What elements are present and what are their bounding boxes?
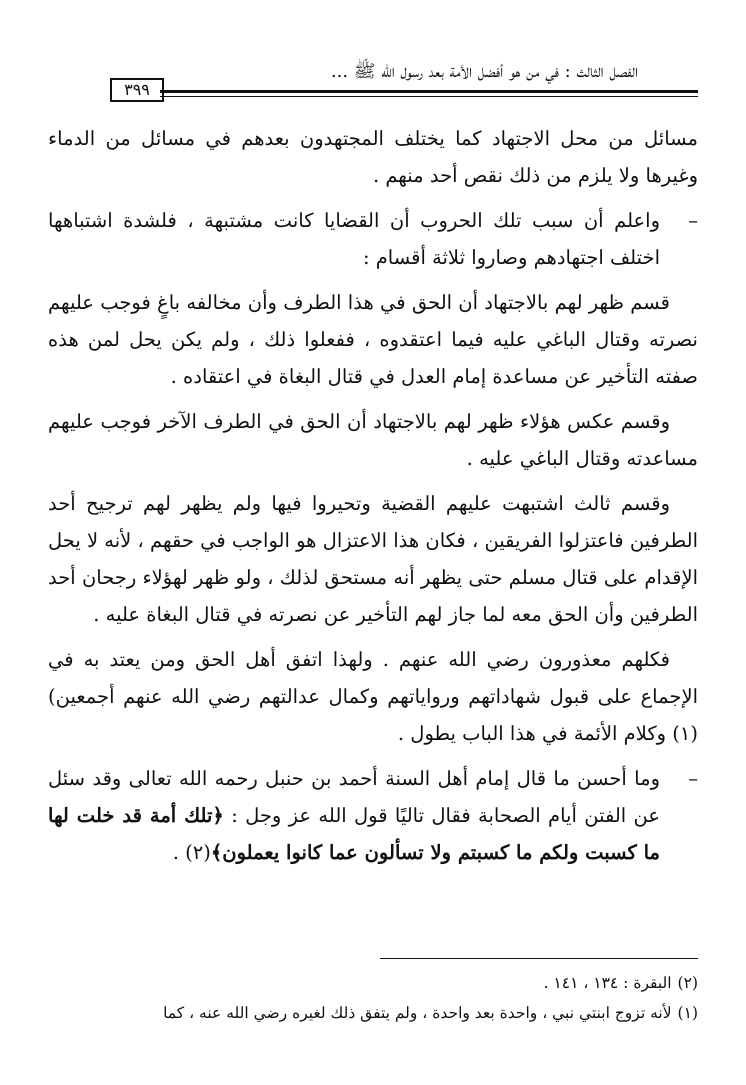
running-head: الفصل الثالث : في من هو أفضل الأمة بعد رسول الله ﷺ ...	[330, 61, 638, 82]
header-rule-thin	[160, 96, 698, 97]
paragraph-2	[48, 202, 698, 276]
dash-marker: –	[688, 767, 698, 790]
page-number: ٣٩٩	[110, 78, 164, 102]
footnote-2	[40, 968, 698, 998]
paragraph-3: قسم ظهر لهم بالاجتهاد أن الحق في هذا الطرف وأن مخالفه باغٍ فوجب عليهم نصرته وقتال الباغي عليه فيما اعتقدوه ، ففعلوا ذلك ، ولم يكن يحل لمن هذه صفته التأخير عن مساعدة إمام العدل في قتال البغاة في اعتقاده .	[48, 291, 698, 388]
footnote-number: (٢)	[677, 974, 698, 992]
quran-quote: ﴿تلك أمة قد خلت لها ما كسبت ولكم ما كسبتم ولا تسألون عما كانوا يعملون﴾	[48, 804, 660, 864]
footnote-text: لأنه تزوج ابنتي نبي ، واحدة بعد واحدة ، ولم يتفق ذلك لغيره رضي الله عنه ، كما	[163, 1004, 672, 1022]
paragraph-4: وقسم عكس هؤلاء ظهر لهم بالاجتهاد أن الحق في الطرف الآخر فوجب عليهم مساعدته وقتال الباغي عليه .	[48, 410, 698, 470]
paragraph-1: مسائل من محل الاجتهاد كما يختلف المجتهدون بعدهم في مسائل من الدماء وغيرها ولا يلزم من ذلك نقص أحد منهم .	[48, 127, 698, 187]
header-rule-thick	[160, 90, 698, 93]
footnotes	[40, 968, 698, 1028]
paragraph-5: وقسم ثالث اشتبهت عليهم القضية وتحيروا فيها ولم يظهر لهم ترجيح أحد الطرفين فاعتزلوا الفريقين ، فكان هذا الاعتزال هو الواجب في حقهم ، لأنه لا يحل الإقدام على قتال مسلم حتى يظهر أنه مستحق لذلك ، ولو ظهر لهؤلاء رجحان أحد الطرفين وأن الحق معه لما جاز لهم التأخير عن نصرته في قتال البغاة عليه .	[48, 492, 698, 626]
dash-marker: –	[688, 209, 698, 232]
paragraph-7-text: وما أحسن ما قال إمام أهل السنة أحمد بن حنبل رحمه الله تعالى وقد سئل عن الفتن أيام الصحابة فقال تاليًا قول الله عز وجل :	[48, 767, 660, 827]
body-text	[48, 120, 698, 879]
paragraph-6: فكلهم معذورون رضي الله عنهم . ولهذا اتفق أهل الحق ومن يعتد به في الإجماع على قبول شهاداتهم ورواياتهم وكمال عدالتهم رضي الله عنهم أجمعين)(١) وكلام الأئمة في هذا الباب يطول .	[48, 648, 698, 745]
footnote-1	[40, 998, 698, 1028]
footnote-separator	[380, 958, 698, 959]
footnote-text: البقرة : ١٣٤ ، ١٤١ .	[543, 974, 672, 992]
footnote-ref: (٢) .	[172, 841, 211, 864]
footnote-number: (١)	[677, 1004, 698, 1022]
paragraph-2-text: واعلم أن سبب تلك الحروب أن القضايا كانت مشتبهة ، فلشدة اشتباهها اختلف اجتهادهم وصاروا ثلاثة أقسام :	[48, 209, 660, 269]
paragraph-7	[48, 760, 698, 871]
